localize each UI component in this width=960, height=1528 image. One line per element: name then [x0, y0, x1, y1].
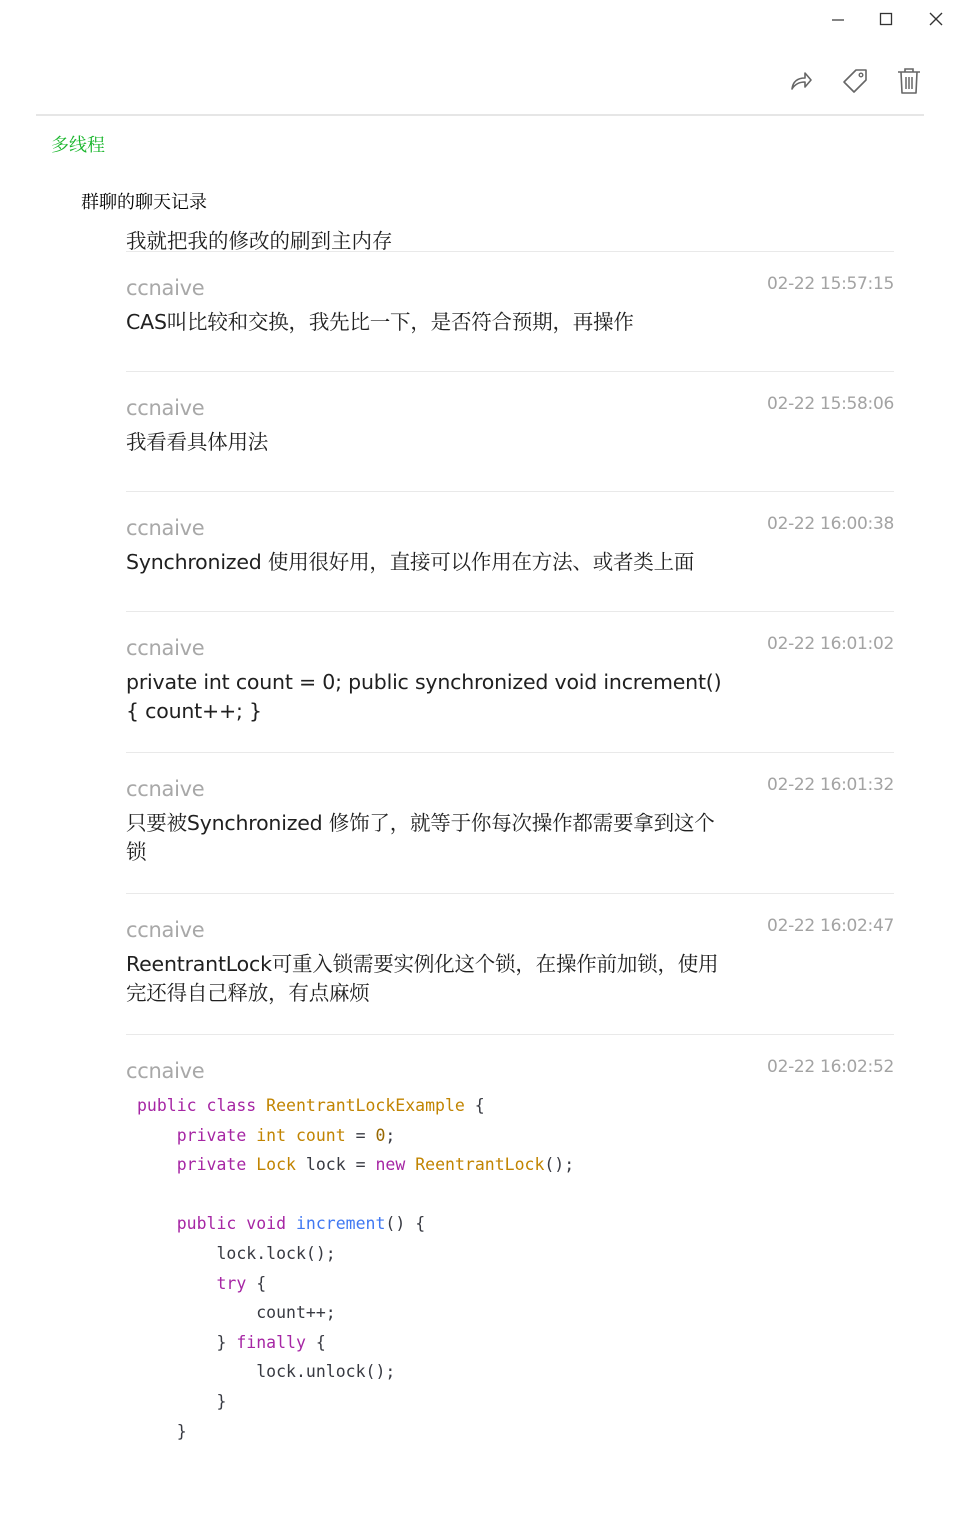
- message-time: 02-22 16:00:38: [767, 514, 894, 534]
- message-sender: ccnaive: [126, 777, 205, 801]
- code-line: private Lock lock = new ReentrantLock();: [176, 1155, 575, 1175]
- message-item: [126, 753, 894, 894]
- code-line: public void increment() {: [176, 1214, 426, 1234]
- code-line: try {: [216, 1273, 267, 1293]
- code-line: } finally {: [137, 1332, 326, 1352]
- message-item: [126, 492, 894, 612]
- share-icon: [788, 68, 814, 94]
- chat-record-title: 群聊的聊天记录: [81, 188, 211, 214]
- message-sender: ccnaive: [126, 1059, 205, 1083]
- message-time: 02-22 15:58:06: [767, 394, 894, 414]
- note-category[interactable]: 多线程: [51, 135, 105, 156]
- minimize-icon: [831, 12, 845, 26]
- message-time: 02-22 16:02:47: [767, 916, 894, 936]
- message-text: 我看看具体用法: [126, 430, 269, 454]
- code-line: }: [137, 1421, 187, 1441]
- chat-record-scroll-area[interactable]: [0, 213, 960, 1528]
- message-item: [126, 372, 894, 492]
- message-sender: ccnaive: [126, 396, 205, 420]
- code-line: public class ReentrantLockExample {: [137, 1096, 485, 1115]
- message-item: [126, 213, 894, 252]
- maximize-icon: [879, 12, 893, 26]
- message-text: private int count = 0; public synchronized void increment() { count++; }: [126, 670, 722, 723]
- code-line: lock.unlock();: [256, 1362, 396, 1382]
- message-item: [126, 252, 894, 372]
- message-text: CAS叫比较和交换，我先比一下，是否符合预期，再操作: [126, 310, 634, 334]
- message-text: 我就把我的修改的刷到主内存: [126, 229, 393, 253]
- minimize-button[interactable]: [818, 4, 858, 34]
- close-button[interactable]: [916, 4, 956, 34]
- message-text: 只要被Synchronized 修饰了，就等于你每次操作都需要拿到这个锁: [126, 811, 715, 864]
- message-sender: ccnaive: [126, 918, 205, 942]
- message-text: Synchronized 使用很好用，直接可以作用在方法、或者类上面: [126, 550, 695, 574]
- message-item: [126, 1035, 894, 1475]
- maximize-button[interactable]: [866, 4, 906, 34]
- message-time: 02-22 16:01:02: [767, 634, 894, 654]
- share-button[interactable]: [784, 64, 818, 98]
- message-time: 02-22 16:02:52: [767, 1057, 894, 1077]
- toolbar-divider: [36, 114, 924, 116]
- delete-button[interactable]: [892, 64, 926, 98]
- message-item: [126, 612, 894, 753]
- message-item: [126, 894, 894, 1035]
- close-icon: [929, 12, 943, 26]
- message-sender: ccnaive: [126, 516, 205, 540]
- tag-icon: [841, 67, 869, 95]
- code-line: private int count = 0;: [176, 1125, 396, 1145]
- message-sender: ccnaive: [126, 636, 205, 660]
- message-time: 02-22 15:57:15: [767, 274, 894, 294]
- code-line: count++;: [256, 1303, 336, 1323]
- code-line: lock.lock();: [216, 1243, 336, 1263]
- message-time: 02-22 16:01:32: [767, 775, 894, 795]
- trash-icon: [896, 67, 922, 95]
- code-line: }: [137, 1391, 227, 1411]
- chat-record-list: [126, 213, 894, 1475]
- message-text: ReentrantLock可重入锁需要实例化这个锁，在操作前加锁，使用完还得自己释放，有点麻烦: [126, 952, 719, 1005]
- tag-button[interactable]: [838, 64, 872, 98]
- code-block: [137, 1091, 574, 1446]
- message-sender: ccnaive: [126, 276, 205, 300]
